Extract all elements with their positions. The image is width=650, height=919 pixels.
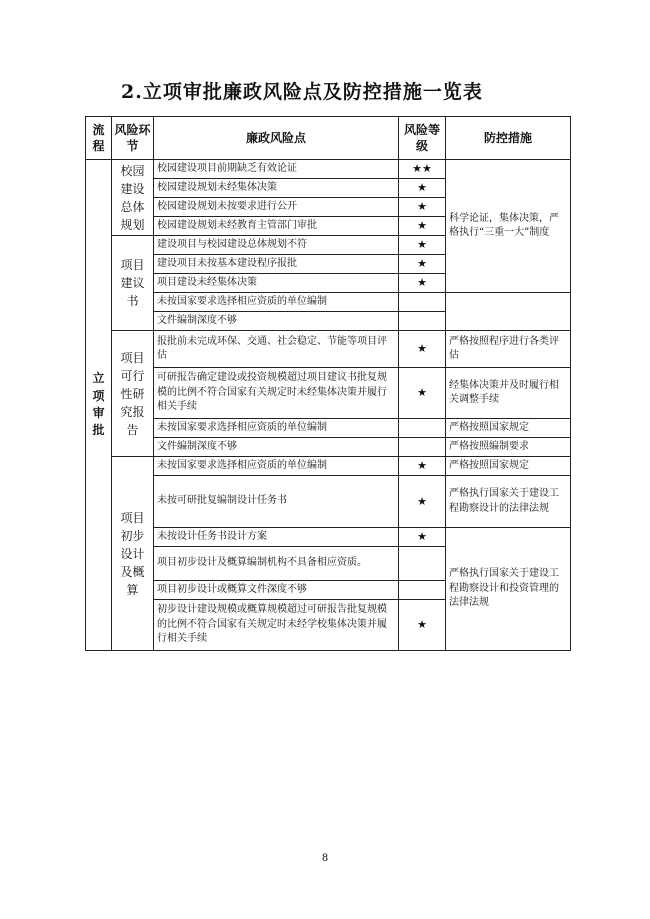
header-measure: 防控措施: [446, 117, 571, 160]
risk-point: 校园建设规划未按要求进行公开: [154, 198, 399, 217]
risk-point: 校园建设项目前期缺乏有效论证: [154, 160, 399, 179]
risk-table: [85, 116, 571, 651]
measure-cell-8: 严格执行国家关于建设工程勘察设计和投资管理的法律法规: [446, 528, 571, 651]
risk-level: ★: [399, 198, 446, 217]
risk-point: 校园建设规划未经教育主管部门审批: [154, 217, 399, 236]
risk-level: [399, 547, 446, 581]
risk-point: 文件编制深度不够: [154, 312, 399, 331]
risk-level: ★: [399, 217, 446, 236]
table-row: [86, 331, 571, 368]
table-row: [86, 160, 571, 179]
risk-level: ★: [399, 255, 446, 274]
risk-level: ★: [399, 528, 446, 547]
risk-level: ★: [399, 331, 446, 368]
table-row: [86, 438, 571, 457]
stage-cell-4: 项目初步设计及概算: [112, 457, 154, 651]
header-flow: 流程: [86, 117, 112, 160]
risk-level: ★: [399, 368, 446, 419]
risk-point: 校园建设规划未经集体决策: [154, 179, 399, 198]
risk-level: ★★: [399, 160, 446, 179]
page-title: 2.立项审批廉政风险点及防控措施一览表: [121, 81, 483, 103]
risk-level: [399, 581, 446, 600]
risk-point: 可研报告确定建设或投资规模超过项目建议书批复规模的比例不符合国家有关规定时未经集体决策并履行相关手续: [154, 368, 399, 419]
header-row: [86, 117, 571, 160]
risk-level: [399, 438, 446, 457]
header-level: 风险等级: [399, 117, 446, 160]
risk-point: 未按可研批复编制设计任务书: [154, 476, 399, 528]
risk-level: ★: [399, 457, 446, 476]
risk-point: 建设项目未按基本建设程序报批: [154, 255, 399, 274]
risk-level: ★: [399, 600, 446, 651]
risk-level: [399, 293, 446, 312]
risk-point: 未按国家要求选择相应资质的单位编制: [154, 457, 399, 476]
risk-level: [399, 312, 446, 331]
risk-level: ★: [399, 476, 446, 528]
measure-cell-5: 严格按照编制要求: [446, 438, 571, 457]
stage-cell-3: 项目可行性研究报告: [112, 331, 154, 457]
table-row: [86, 528, 571, 547]
risk-point: 建设项目与校园建设总体规划不符: [154, 236, 399, 255]
table-row: [86, 293, 571, 312]
table-row: [86, 457, 571, 476]
stage-cell-1: 校园建设总体规划: [112, 160, 154, 236]
risk-point: 未按设计任务书设计方案: [154, 528, 399, 547]
measure-cell-empty: [446, 293, 571, 331]
measure-cell-6: 严格按照国家规定: [446, 457, 571, 476]
stage-cell-2: 项目建议书: [112, 236, 154, 331]
risk-point: 未按国家要求选择相应资质的单位编制: [154, 419, 399, 438]
page-number: 8: [321, 853, 329, 864]
header-point: 廉政风险点: [154, 117, 399, 160]
risk-point: 文件编制深度不够: [154, 438, 399, 457]
risk-point: 项目建设未经集体决策: [154, 274, 399, 293]
measure-cell-1: 科学论证，集体决策，严格执行“三重一大”制度: [446, 160, 571, 293]
risk-level: ★: [399, 179, 446, 198]
risk-point: 项目初步设计及概算编制机构不具备相应资质。: [154, 547, 399, 581]
table-row: [86, 476, 571, 528]
risk-point: 未按国家要求选择相应资质的单位编制: [154, 293, 399, 312]
risk-level: [399, 419, 446, 438]
header-stage: 风险环节: [112, 117, 154, 160]
measure-cell-3: 经集体决策并及时履行相关调整手续: [446, 368, 571, 419]
measure-cell-7: 严格执行国家关于建设工程勘察设计的法律法规: [446, 476, 571, 528]
measure-cell-4: 严格按照国家规定: [446, 419, 571, 438]
risk-level: ★: [399, 274, 446, 293]
flow-cell: 立项审批: [86, 160, 112, 651]
risk-point: 项目初步设计或概算文件深度不够: [154, 581, 399, 600]
risk-point: 初步设计建设规模或概算规模超过可研报告批复规模的比例不符合国家有关规定时未经学校集体决策并履行相关手续: [154, 600, 399, 651]
table-row: [86, 368, 571, 419]
table-row: [86, 419, 571, 438]
measure-cell-2: 严格按照程序进行各类评估: [446, 331, 571, 368]
risk-level: ★: [399, 236, 446, 255]
risk-point: 报批前未完成环保、交通、社会稳定、节能等项目评估: [154, 331, 399, 368]
